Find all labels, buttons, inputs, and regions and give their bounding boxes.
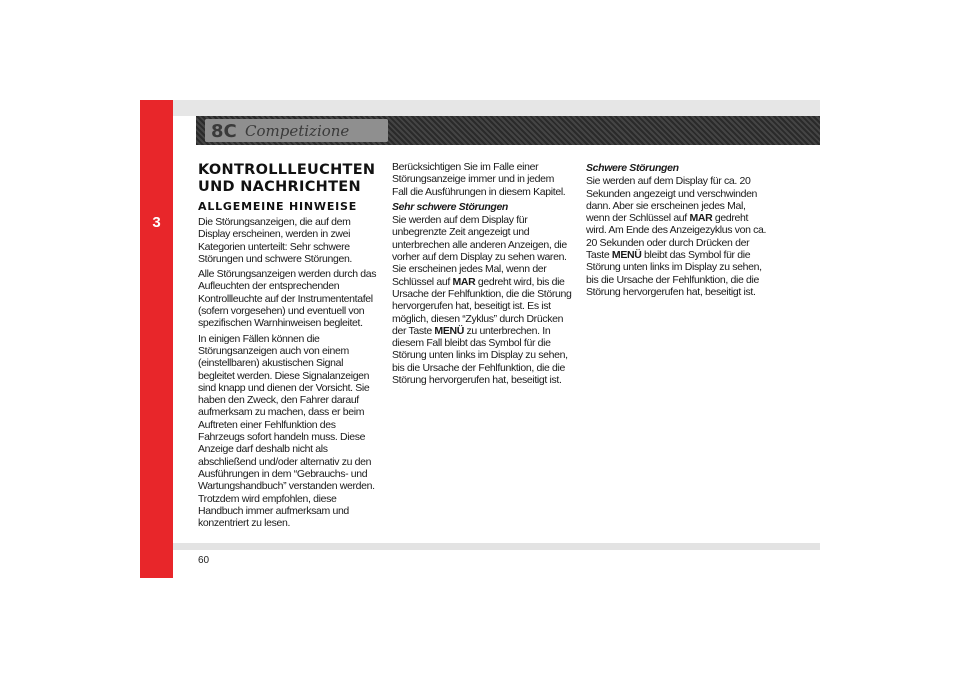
svg-text:Competizione: Competizione xyxy=(245,122,350,140)
text-run: bleibt das Symbol für die Störung unten links im Display zu sehen, bis die Ursache der Fehlfunktion, die die Störung hervorgerufen hat, beseitigt ist. xyxy=(586,249,762,298)
key-menu: MENÜ xyxy=(434,324,464,337)
key-mar: MAR xyxy=(689,212,713,225)
column-right xyxy=(586,161,768,301)
section-subtitle: ALLGEMEINE HINWEISE xyxy=(198,200,358,213)
brand-logo xyxy=(205,119,388,142)
column-middle xyxy=(392,161,572,389)
key-menu: MENÜ xyxy=(611,249,642,262)
paragraph: Alle Störungsanzeigen werden durch das Aufleuchten der entsprechenden Kontrollleuchte auf der Instrumententafel (sofern vorgesehen) und eventuell von spezifischen Warnhinweisen begleitet. xyxy=(198,268,377,330)
text-run: gedreht wird. Am Ende des Anzeigezyklus von ca. 20 Sekunden oder durch Drücken der Taste xyxy=(586,212,767,262)
section-title-line1: KONTROLLLEUCHTEN xyxy=(198,162,376,178)
chapter-tab xyxy=(140,100,173,578)
key-mar: MAR xyxy=(452,275,476,288)
paragraph xyxy=(392,214,572,386)
text-run: zu unterbrechen. In diesem Fall bleibt das Symbol für die Störung unten links im Display zu sehen, bis die Ursache der Fehlfunktion, die die Störung hervorgerufen hat, beseitigt ist. xyxy=(392,324,568,387)
header-light-bar xyxy=(173,100,820,116)
section-title xyxy=(198,162,378,196)
text-run: Sie werden auf dem Display für unbegrenzte Zeit angezeigt und unterbrechen alle anderen Anzeigen, die vorher auf dem Display zu sehen waren. Sie erscheinen jedes Mal, wenn der Schlüssel auf xyxy=(392,214,567,288)
chapter-number: 3 xyxy=(152,214,161,231)
paragraph: In einigen Fällen können die Störungsanzeigen auch von einem (einstellbaren) akustischen Signal begleitet werden. Diese Signalanzeigen sind knapp und dienen der Vorsicht. Sie haben den Zweck, den Fahrer darauf aufmerksam zu machen, dass er beim Auftreten einer Fehlfunktion des Fahrzeugs sofort handeln muss. Diese Anzeige darf deshalb nicht als abschließend und/oder alternativ zu den Ausführungen in dem “Gebrauchs- und Wartungshandbuch” verstanden werden. Trotzdem wird empfohlen, diese Handbuch immer aufmerksam und konzentriert zu lesen. xyxy=(198,332,375,530)
text-run: gedreht wird, bis die Ursache der Fehlfunktion, die die Störung hervorgerufen hat, beseitigt ist. Es ist möglich, diesen “Zyklus” durch Drücken der Taste xyxy=(392,275,572,337)
paragraph: Die Störungsanzeigen, die auf dem Display erscheinen, werden in zwei Kategorien unterteilt: Sehr schwere Störungen und schwere Störungen. xyxy=(198,216,352,265)
paragraph xyxy=(586,175,768,298)
subheading: Sehr schwere Störungen xyxy=(392,200,508,213)
section-title-line2: UND NACHRICHTEN xyxy=(198,179,361,195)
page-number: 60 xyxy=(198,555,210,566)
svg-text:8C: 8C xyxy=(211,121,237,142)
paragraph: Berücksichtigen Sie im Falle einer Störungsanzeige immer und in jedem Fall die Ausführungen in diesem Kapitel. xyxy=(392,161,566,198)
text-run: Sie werden auf dem Display für ca. 20 Sekunden angezeigt und verschwinden dann. Aber sie erscheinen jedes Mal, wenn der Schlüssel auf xyxy=(586,175,758,225)
footer-bar xyxy=(173,543,820,550)
subheading: Schwere Störungen xyxy=(586,162,679,174)
column-left xyxy=(198,161,378,532)
